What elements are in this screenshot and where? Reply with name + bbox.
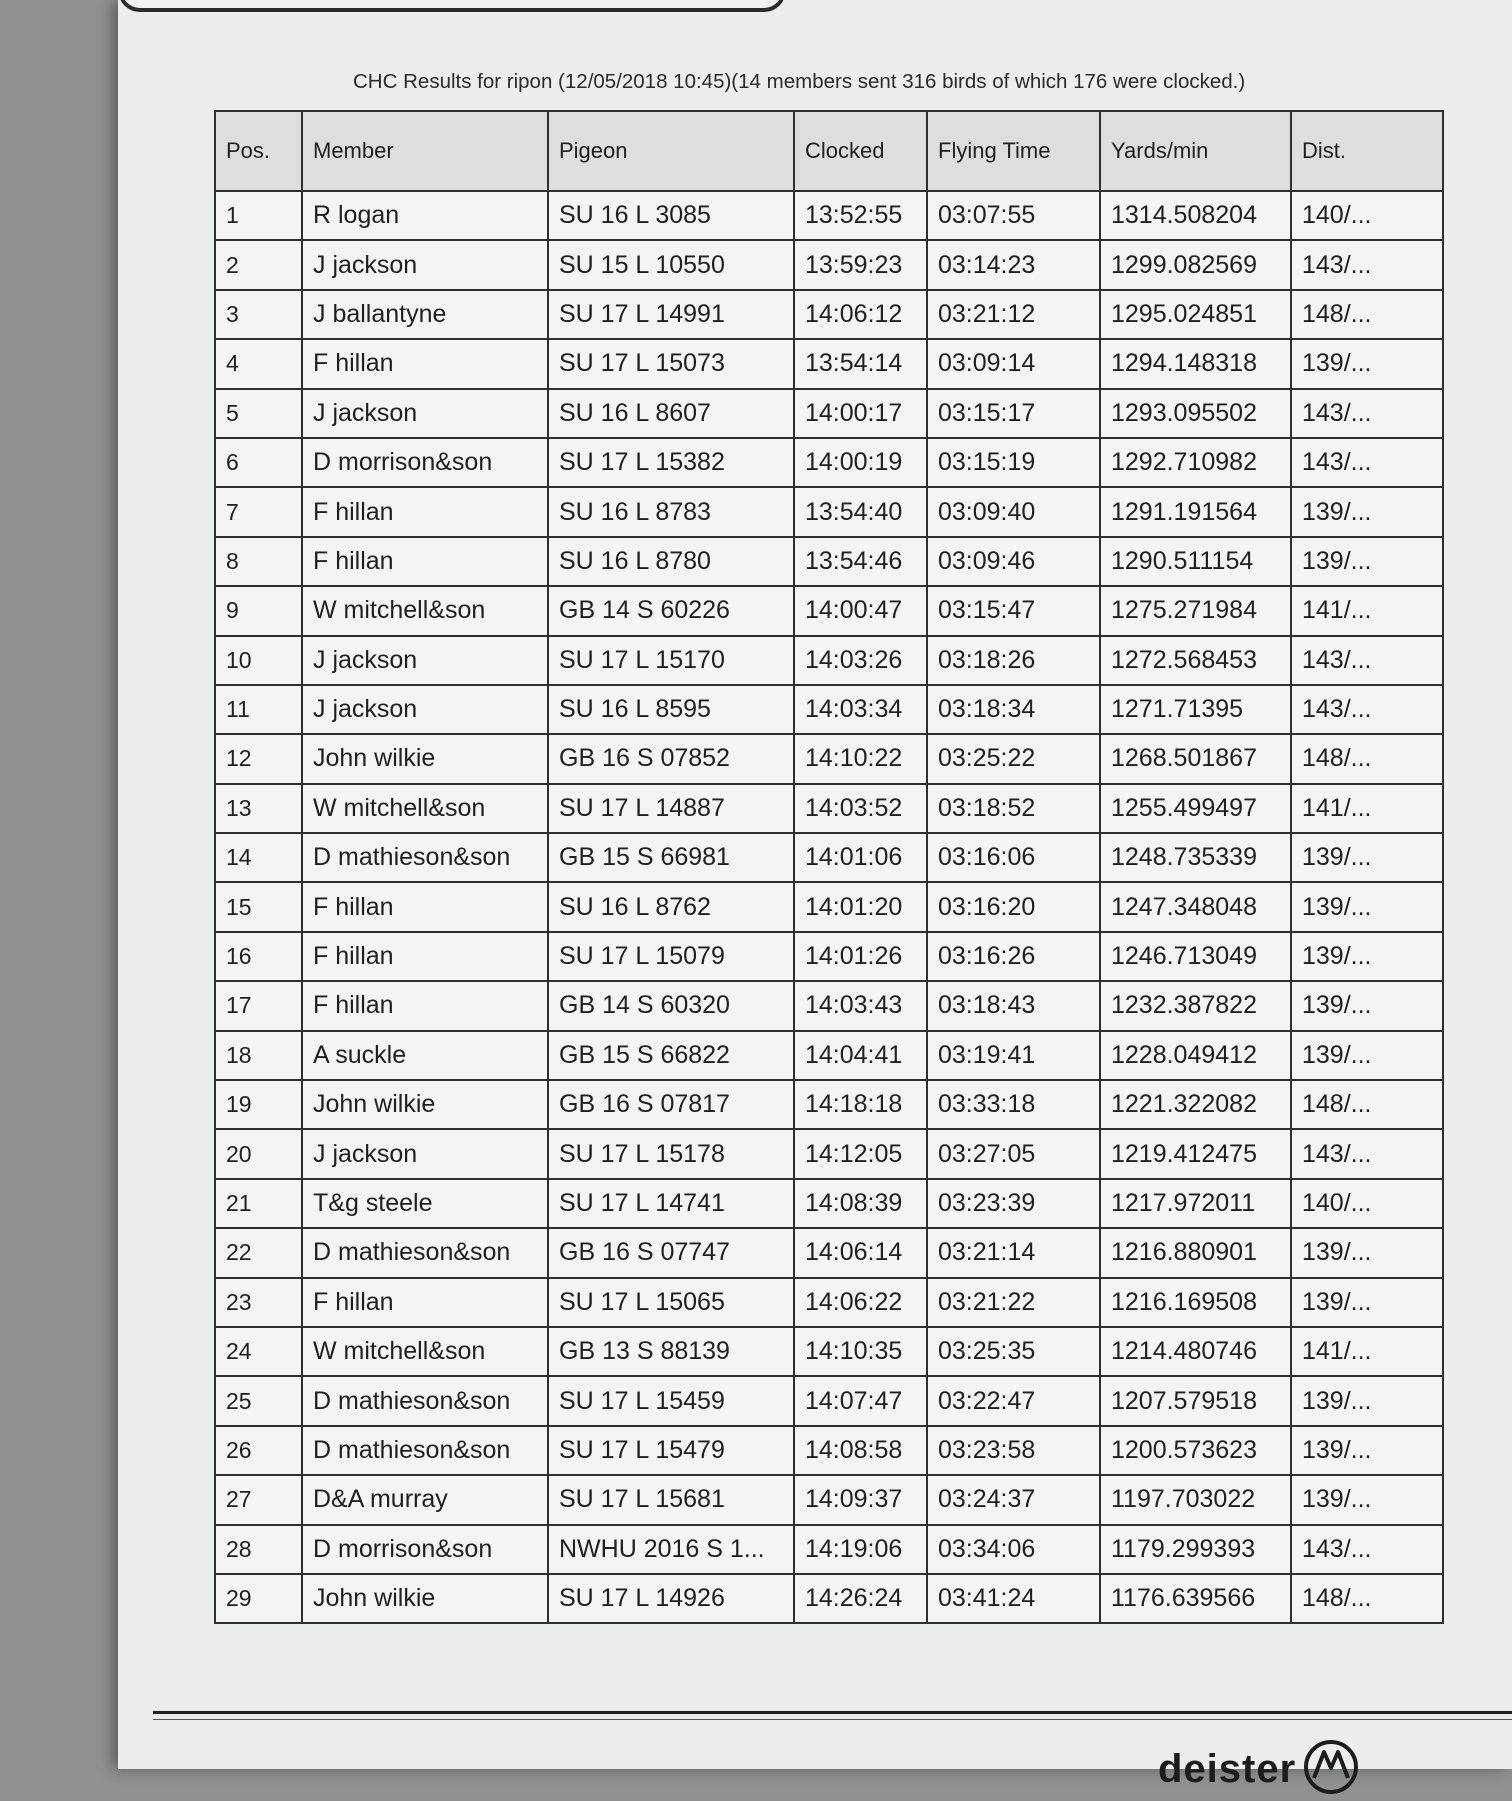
table-row: [215, 981, 1443, 1030]
member-cell: F hillan: [302, 537, 548, 586]
member-cell: W mitchell&son: [302, 784, 548, 833]
pos-cell: 12: [215, 734, 302, 783]
dist-cell: 143/...: [1291, 685, 1443, 734]
member-cell: D morrison&son: [302, 438, 548, 487]
pos-cell: 13: [215, 784, 302, 833]
dist-cell: 140/...: [1291, 191, 1443, 240]
member-cell: D morrison&son: [302, 1525, 548, 1574]
pigeon-cell: SU 17 L 15079: [548, 932, 794, 981]
member-cell: D mathieson&son: [302, 1376, 548, 1425]
flying-time-cell: 03:15:47: [927, 586, 1100, 635]
flying-time-cell: 03:23:58: [927, 1426, 1100, 1475]
yards-min-cell: 1299.082569: [1100, 240, 1291, 289]
pigeon-cell: SU 17 L 14887: [548, 784, 794, 833]
yards-min-cell: 1246.713049: [1100, 932, 1291, 981]
pigeon-cell: SU 15 L 10550: [548, 240, 794, 289]
pigeon-cell: SU 16 L 3085: [548, 191, 794, 240]
table-row: [215, 537, 1443, 586]
table-row: [215, 191, 1443, 240]
yards-min-cell: 1290.511154: [1100, 537, 1291, 586]
flying-time-cell: 03:22:47: [927, 1376, 1100, 1425]
yards-min-cell: 1271.71395: [1100, 685, 1291, 734]
pos-cell: 3: [215, 290, 302, 339]
dist-cell: 148/...: [1291, 734, 1443, 783]
member-cell: A suckle: [302, 1031, 548, 1080]
dist-cell: 143/...: [1291, 636, 1443, 685]
flying-time-cell: 03:07:55: [927, 191, 1100, 240]
pigeon-cell: SU 17 L 15681: [548, 1475, 794, 1524]
pigeon-cell: GB 14 S 60320: [548, 981, 794, 1030]
dist-cell: 139/...: [1291, 487, 1443, 536]
pos-cell: 25: [215, 1376, 302, 1425]
results-title: CHC Results for ripon (12/05/2018 10:45)(14 members sent 316 birds of which 176 were clocked.): [353, 70, 1246, 93]
flying-time-cell: 03:21:14: [927, 1228, 1100, 1277]
flying-time-cell: 03:19:41: [927, 1031, 1100, 1080]
footer-divider-thin: [153, 1719, 1512, 1720]
table-row: [215, 1376, 1443, 1425]
member-cell: W mitchell&son: [302, 1327, 548, 1376]
table-row: [215, 1129, 1443, 1178]
table-row: [215, 1278, 1443, 1327]
dist-cell: 139/...: [1291, 339, 1443, 388]
flying-time-cell: 03:16:06: [927, 833, 1100, 882]
yards-min-cell: 1214.480746: [1100, 1327, 1291, 1376]
dist-cell: 139/...: [1291, 1475, 1443, 1524]
yards-min-cell: 1197.703022: [1100, 1475, 1291, 1524]
flying-time-cell: 03:34:06: [927, 1525, 1100, 1574]
flying-time-cell: 03:09:46: [927, 537, 1100, 586]
member-cell: D mathieson&son: [302, 1426, 548, 1475]
yards-min-cell: 1291.191564: [1100, 487, 1291, 536]
pos-cell: 6: [215, 438, 302, 487]
pigeon-cell: GB 16 S 07747: [548, 1228, 794, 1277]
flying-time-cell: 03:23:39: [927, 1179, 1100, 1228]
table-row: [215, 240, 1443, 289]
clocked-cell: 14:18:18: [794, 1080, 927, 1129]
clocked-cell: 14:12:05: [794, 1129, 927, 1178]
pos-cell: 23: [215, 1278, 302, 1327]
table-row: [215, 438, 1443, 487]
dist-cell: 143/...: [1291, 1525, 1443, 1574]
flying-time-cell: 03:18:52: [927, 784, 1100, 833]
yards-min-cell: 1292.710982: [1100, 438, 1291, 487]
yards-min-cell: 1232.387822: [1100, 981, 1291, 1030]
flying-time-cell: 03:18:43: [927, 981, 1100, 1030]
pos-cell: 7: [215, 487, 302, 536]
clocked-cell: 14:00:19: [794, 438, 927, 487]
member-cell: J jackson: [302, 636, 548, 685]
deister-logo: [1158, 1738, 1360, 1801]
member-cell: R logan: [302, 191, 548, 240]
clocked-cell: 14:19:06: [794, 1525, 927, 1574]
pigeon-cell: SU 17 L 15170: [548, 636, 794, 685]
member-cell: John wilkie: [302, 1574, 548, 1623]
flying-time-cell: 03:33:18: [927, 1080, 1100, 1129]
col-pos-header: Pos.: [215, 111, 302, 191]
yards-min-cell: 1216.880901: [1100, 1228, 1291, 1277]
pos-cell: 9: [215, 586, 302, 635]
clocked-cell: 13:54:46: [794, 537, 927, 586]
table-row: [215, 586, 1443, 635]
table-row: [215, 636, 1443, 685]
clocked-cell: 14:06:22: [794, 1278, 927, 1327]
clocked-cell: 14:09:37: [794, 1475, 927, 1524]
dist-cell: 143/...: [1291, 438, 1443, 487]
pigeon-cell: SU 17 L 15065: [548, 1278, 794, 1327]
member-cell: W mitchell&son: [302, 586, 548, 635]
clocked-cell: 13:54:14: [794, 339, 927, 388]
deister-emblem-icon: [1302, 1738, 1360, 1801]
dist-cell: 139/...: [1291, 1278, 1443, 1327]
dist-cell: 148/...: [1291, 1574, 1443, 1623]
footer-divider: [153, 1711, 1512, 1714]
pos-cell: 2: [215, 240, 302, 289]
pos-cell: 15: [215, 882, 302, 931]
pos-cell: 14: [215, 833, 302, 882]
dist-cell: 141/...: [1291, 784, 1443, 833]
dist-cell: 143/...: [1291, 1129, 1443, 1178]
pos-cell: 24: [215, 1327, 302, 1376]
clocked-cell: 14:10:35: [794, 1327, 927, 1376]
table-row: [215, 1080, 1443, 1129]
pos-cell: 20: [215, 1129, 302, 1178]
col-yards-min-header: Yards/min: [1100, 111, 1291, 191]
flying-time-cell: 03:27:05: [927, 1129, 1100, 1178]
clocked-cell: 14:01:20: [794, 882, 927, 931]
pos-cell: 16: [215, 932, 302, 981]
flying-time-cell: 03:15:17: [927, 389, 1100, 438]
yards-min-cell: 1255.499497: [1100, 784, 1291, 833]
table-row: [215, 784, 1443, 833]
pigeon-cell: SU 16 L 8762: [548, 882, 794, 931]
pos-cell: 17: [215, 981, 302, 1030]
member-cell: J jackson: [302, 685, 548, 734]
clocked-cell: 14:03:52: [794, 784, 927, 833]
dist-cell: 141/...: [1291, 1327, 1443, 1376]
pos-cell: 21: [215, 1179, 302, 1228]
dist-cell: 139/...: [1291, 882, 1443, 931]
clocked-cell: 14:07:47: [794, 1376, 927, 1425]
table-row: [215, 685, 1443, 734]
pigeon-cell: GB 15 S 66981: [548, 833, 794, 882]
member-cell: F hillan: [302, 882, 548, 931]
member-cell: F hillan: [302, 487, 548, 536]
pigeon-cell: SU 17 L 15479: [548, 1426, 794, 1475]
dist-cell: 141/...: [1291, 586, 1443, 635]
col-pigeon-header: Pigeon: [548, 111, 794, 191]
pos-cell: 27: [215, 1475, 302, 1524]
flying-time-cell: 03:41:24: [927, 1574, 1100, 1623]
table-row: [215, 1475, 1443, 1524]
yards-min-cell: 1207.579518: [1100, 1376, 1291, 1425]
table-row: [215, 487, 1443, 536]
member-cell: J jackson: [302, 240, 548, 289]
clocked-cell: 14:08:39: [794, 1179, 927, 1228]
member-cell: John wilkie: [302, 1080, 548, 1129]
member-cell: John wilkie: [302, 734, 548, 783]
member-cell: D mathieson&son: [302, 833, 548, 882]
table-row: [215, 882, 1443, 931]
yards-min-cell: 1216.169508: [1100, 1278, 1291, 1327]
clocked-cell: 14:26:24: [794, 1574, 927, 1623]
pigeon-cell: SU 17 L 14741: [548, 1179, 794, 1228]
member-cell: F hillan: [302, 932, 548, 981]
flying-time-cell: 03:18:26: [927, 636, 1100, 685]
yards-min-cell: 1272.568453: [1100, 636, 1291, 685]
pigeon-cell: SU 16 L 8595: [548, 685, 794, 734]
clocked-cell: 14:10:22: [794, 734, 927, 783]
member-cell: T&g steele: [302, 1179, 548, 1228]
member-cell: D mathieson&son: [302, 1228, 548, 1277]
yards-min-cell: 1268.501867: [1100, 734, 1291, 783]
pos-cell: 8: [215, 537, 302, 586]
member-cell: F hillan: [302, 1278, 548, 1327]
pigeon-cell: SU 16 L 8780: [548, 537, 794, 586]
pigeon-cell: GB 15 S 66822: [548, 1031, 794, 1080]
clocked-cell: 14:03:26: [794, 636, 927, 685]
pos-cell: 10: [215, 636, 302, 685]
pigeon-cell: SU 17 L 14926: [548, 1574, 794, 1623]
table-row: [215, 389, 1443, 438]
flying-time-cell: 03:25:35: [927, 1327, 1100, 1376]
clocked-cell: 14:03:43: [794, 981, 927, 1030]
pos-cell: 11: [215, 685, 302, 734]
pos-cell: 28: [215, 1525, 302, 1574]
clocked-cell: 14:04:41: [794, 1031, 927, 1080]
col-member-header: Member: [302, 111, 548, 191]
dist-cell: 139/...: [1291, 537, 1443, 586]
yards-min-cell: 1248.735339: [1100, 833, 1291, 882]
flying-time-cell: 03:25:22: [927, 734, 1100, 783]
member-cell: J jackson: [302, 389, 548, 438]
clocked-cell: 14:06:12: [794, 290, 927, 339]
yards-min-cell: 1293.095502: [1100, 389, 1291, 438]
clocked-cell: 14:01:06: [794, 833, 927, 882]
results-table: [214, 110, 1444, 1624]
flying-time-cell: 03:18:34: [927, 685, 1100, 734]
yards-min-cell: 1228.049412: [1100, 1031, 1291, 1080]
col-flying-time-header: Flying Time: [927, 111, 1100, 191]
member-cell: J ballantyne: [302, 290, 548, 339]
flying-time-cell: 03:16:20: [927, 882, 1100, 931]
member-cell: J jackson: [302, 1129, 548, 1178]
col-clocked-header: Clocked: [794, 111, 927, 191]
flying-time-cell: 03:16:26: [927, 932, 1100, 981]
logo-text: deister: [1158, 1747, 1297, 1791]
pigeon-cell: GB 16 S 07852: [548, 734, 794, 783]
table-row: [215, 339, 1443, 388]
pigeon-cell: GB 14 S 60226: [548, 586, 794, 635]
table-row: [215, 1228, 1443, 1277]
clocked-cell: 14:00:17: [794, 389, 927, 438]
pigeon-cell: SU 17 L 15178: [548, 1129, 794, 1178]
yards-min-cell: 1217.972011: [1100, 1179, 1291, 1228]
clocked-cell: 14:00:47: [794, 586, 927, 635]
dist-cell: 148/...: [1291, 290, 1443, 339]
pigeon-cell: NWHU 2016 S 1...: [548, 1525, 794, 1574]
clocked-cell: 13:52:55: [794, 191, 927, 240]
dist-cell: 139/...: [1291, 833, 1443, 882]
pigeon-cell: SU 17 L 14991: [548, 290, 794, 339]
dist-cell: 139/...: [1291, 932, 1443, 981]
header-row: [215, 111, 1443, 191]
printed-page: [118, 0, 1512, 1791]
clocked-cell: 13:59:23: [794, 240, 927, 289]
pos-cell: 5: [215, 389, 302, 438]
dist-cell: 139/...: [1291, 1031, 1443, 1080]
table-row: [215, 932, 1443, 981]
clocked-cell: 14:06:14: [794, 1228, 927, 1277]
dist-cell: 143/...: [1291, 240, 1443, 289]
flying-time-cell: 03:09:14: [927, 339, 1100, 388]
results-body: [215, 191, 1443, 1623]
flying-time-cell: 03:14:23: [927, 240, 1100, 289]
member-cell: D&A murray: [302, 1475, 548, 1524]
pos-cell: 19: [215, 1080, 302, 1129]
table-row: [215, 1574, 1443, 1623]
member-cell: F hillan: [302, 339, 548, 388]
pos-cell: 22: [215, 1228, 302, 1277]
pos-cell: 18: [215, 1031, 302, 1080]
pigeon-cell: SU 16 L 8607: [548, 389, 794, 438]
dist-cell: 148/...: [1291, 1080, 1443, 1129]
pigeon-cell: SU 17 L 15382: [548, 438, 794, 487]
clocked-cell: 13:54:40: [794, 487, 927, 536]
flying-time-cell: 03:21:12: [927, 290, 1100, 339]
yards-min-cell: 1219.412475: [1100, 1129, 1291, 1178]
pigeon-cell: GB 16 S 07817: [548, 1080, 794, 1129]
dist-cell: 139/...: [1291, 1376, 1443, 1425]
table-row: [215, 1031, 1443, 1080]
pos-cell: 29: [215, 1574, 302, 1623]
dist-cell: 139/...: [1291, 981, 1443, 1030]
yards-min-cell: 1179.299393: [1100, 1525, 1291, 1574]
table-row: [215, 734, 1443, 783]
pos-cell: 1: [215, 191, 302, 240]
col-dist-header: Dist.: [1291, 111, 1443, 191]
clocked-cell: 14:08:58: [794, 1426, 927, 1475]
yards-min-cell: 1247.348048: [1100, 882, 1291, 931]
flying-time-cell: 03:09:40: [927, 487, 1100, 536]
table-row: [215, 1179, 1443, 1228]
dist-cell: 143/...: [1291, 389, 1443, 438]
dist-cell: 139/...: [1291, 1426, 1443, 1475]
flying-time-cell: 03:21:22: [927, 1278, 1100, 1327]
flying-time-cell: 03:15:19: [927, 438, 1100, 487]
pos-cell: 4: [215, 339, 302, 388]
yards-min-cell: 1275.271984: [1100, 586, 1291, 635]
dist-cell: 140/...: [1291, 1179, 1443, 1228]
flying-time-cell: 03:24:37: [927, 1475, 1100, 1524]
table-row: [215, 833, 1443, 882]
yards-min-cell: 1221.322082: [1100, 1080, 1291, 1129]
dist-cell: 139/...: [1291, 1228, 1443, 1277]
pigeon-cell: SU 17 L 15459: [548, 1376, 794, 1425]
table-row: [215, 1525, 1443, 1574]
table-row: [215, 290, 1443, 339]
yards-min-cell: 1314.508204: [1100, 191, 1291, 240]
table-row: [215, 1426, 1443, 1475]
yards-min-cell: 1295.024851: [1100, 290, 1291, 339]
clocked-cell: 14:03:34: [794, 685, 927, 734]
member-cell: F hillan: [302, 981, 548, 1030]
page-top-tab: [118, 0, 786, 12]
yards-min-cell: 1200.573623: [1100, 1426, 1291, 1475]
yards-min-cell: 1294.148318: [1100, 339, 1291, 388]
pigeon-cell: GB 13 S 88139: [548, 1327, 794, 1376]
pigeon-cell: SU 17 L 15073: [548, 339, 794, 388]
table-row: [215, 1327, 1443, 1376]
pos-cell: 26: [215, 1426, 302, 1475]
clocked-cell: 14:01:26: [794, 932, 927, 981]
yards-min-cell: 1176.639566: [1100, 1574, 1291, 1623]
pigeon-cell: SU 16 L 8783: [548, 487, 794, 536]
